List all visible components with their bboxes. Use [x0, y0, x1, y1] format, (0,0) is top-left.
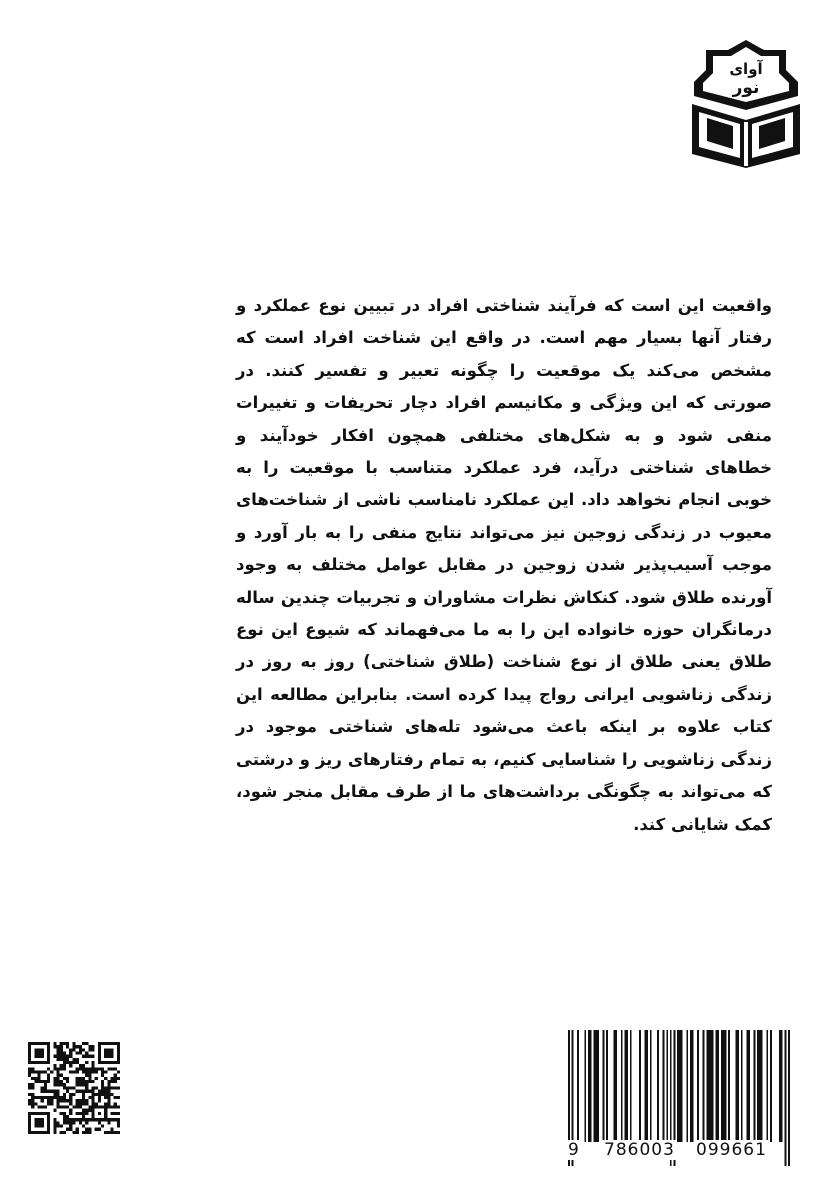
- isbn-digits-middle: 786003: [604, 1140, 675, 1160]
- logo-text-line2: نور: [732, 78, 760, 98]
- isbn-digit-first: 9: [568, 1140, 579, 1160]
- publisher-logo: [690, 38, 802, 168]
- isbn-digits: [568, 1138, 790, 1164]
- logo-text-line1: آوای: [729, 60, 763, 78]
- back-cover-description: واقعیت این است که فرآیند شناختی افراد در تبیین نوع عملکرد و رفتار آنها بسیار مهم است. در واقع این شناخت افراد است که مشخص می‌کند یک موقعیت را چگونه تعبیر و تفسیر کنند. در صورتی که این ویژگی و مکانیسم افراد دچار تحریفات و تغییرات منفی شود و به شکل‌های مختلفی همچون افکار خودآیند و خطاهای شناختی درآید، فرد عملکرد متناسب با موقعیت را به خوبی انجام نخواهد داد. این عملکرد نامناسب ناشی از شناخت‌های معیوب در زندگی زوجین نیز می‌تواند نتایج منفی را به بار آورد و موجب آسیب‌پذیر شدن زوجین در مقابل عوامل مختلف به وجود آورنده طلاق شود. کنکاش نظرات مشاوران و تجربیات چندین ساله درمانگران حوزه خانواده این را به ما می‌فهماند که شیوع این نوع طلاق یعنی طلاق از نوع شناخت (طلاق شناختی) روز به روز در زندگی زناشویی ایرانی رواج پیدا کرده است. بنابراین مطالعه این کتاب علاوه بر اینکه باعث می‌شود تله‌های شناختی موجود در زندگی زناشویی را شناسایی کنیم، به تمام رفتارهای ریز و درشتی که می‌تواند به چگونگی برداشت‌های ما از طرف مقابل منجر شود، کمک شایانی کند.: [236, 296, 772, 834]
- isbn-digits-last: 099661: [696, 1140, 767, 1160]
- qr-code: [28, 1042, 120, 1134]
